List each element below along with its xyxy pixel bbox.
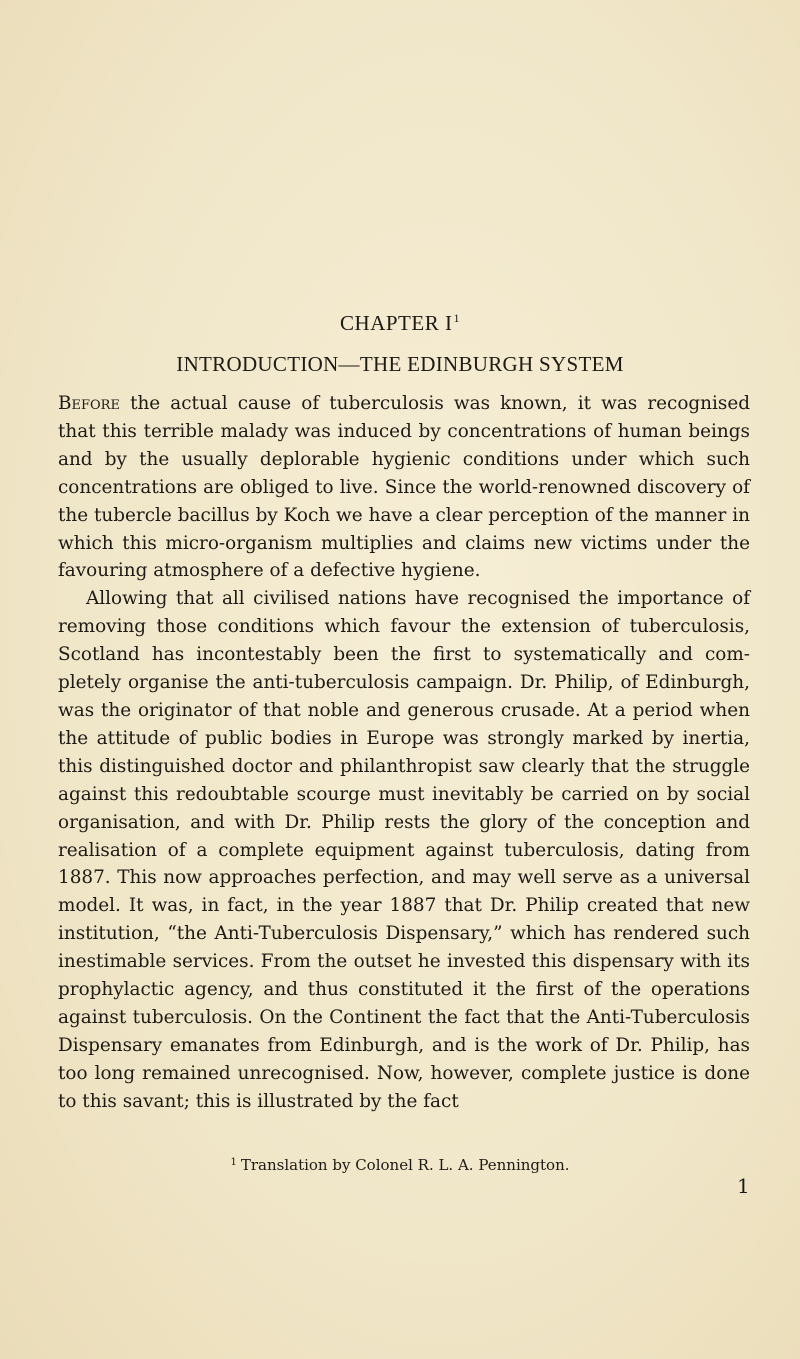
chapter-heading: INTRODUCTION—THE EDINBURGH SYSTEM — [176, 352, 624, 376]
paragraph-lead-word: Before — [58, 393, 120, 414]
body-text — [58, 390, 750, 1116]
chapter-title-text: CHAPTER I — [340, 311, 453, 335]
paragraph-1 — [58, 390, 750, 585]
page-number: 1 — [737, 1174, 750, 1198]
footnote — [0, 1156, 800, 1174]
chapter-title — [0, 311, 800, 336]
footnote-text: Translation by Colonel R. L. A. Pennington. — [240, 1156, 570, 1174]
paragraph-2: Allowing that all civilised nations have recognised the importance of removing those conditions which favour the extension of tuberculosis, Scotland has incontestably been the first to systematically and completely organise the anti-tuberculosis campaign. Dr. Philip, of Edinburgh, was the originator of that noble and generous crusade. At a period when the attitude of public bodies in Europe was strongly marked by inertia, this distinguished doctor and philanthropist saw clearly that the struggle against this redoubtable scourge must inevitably be carried on by social organisation, and with Dr. Philip rests the glory of the conception and realisation of a complete equipment against tuberculosis, dating from 1887. This now approaches perfection, and may well serve as a universal model. It was, in fact, in the year 1887 that Dr. Philip created that new institution, “the Anti-Tuberculosis Dispensary,” which has rendered such inestimable services. From the outset he invested this dispensary with its prophylactic agency, and thus constituted it the first of the operations against tuberculosis. On the Continent the fact that the Anti-Tuberculosis Dispensary emanates from Edinburgh, and is the work of Dr. Philip, has too long remained unrecognised. Now, however, complete justice is done to this savant; this is illustrated by the fact — [58, 588, 750, 1112]
footnote-marker: 1 — [230, 1157, 237, 1168]
footnote-reference: 1 — [453, 311, 460, 325]
paragraph-1-text: the actual cause of tuberculosis was known, it was recognised that this terrible malady was induced by concentrations of human beings and by the usually deplorable hygienic conditions under which such concentrations are obliged to live. Since the world-renowned discovery of the tubercle bacillus by Koch we have a clear perception of the manner in which this micro-organism multiplies and claims new victims under the favouring atmosphere of a defective hygiene. — [58, 393, 750, 582]
